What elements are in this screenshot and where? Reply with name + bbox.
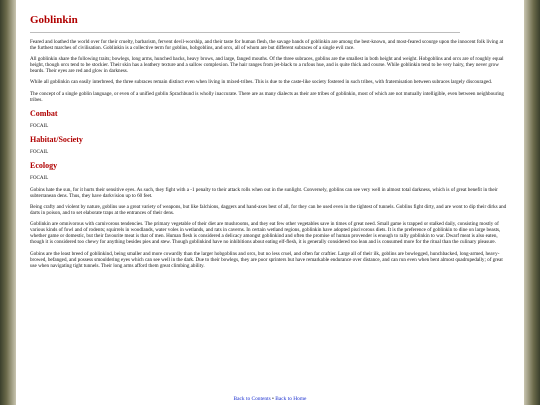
ecology-paragraph-4: Gobins are the least breed of goblinkind, being smaller and more cowardly than the larger hobgoblins and orcs, but no less cruel, and often far craftier. Large all of their ilk, goblins are bowlegged, hunchbacked, long-armed, heavy-browed, befanged, and possess smouldering eyes which can see well in the dark. Due to their bowlegs, they are poor sprinters but have remarkable endurance over distance, and can run even when bent almost quadrupedally; of great use when navigating tight tunnels. Their long arms afford them great climbing ability. bbox=[30, 250, 503, 269]
back-to-contents-link[interactable]: Back to Contents bbox=[233, 396, 271, 402]
intro-paragraph-3: While all goblinkin can easily interbreed, the three subraces remain distinct even when living in mixed-tribes. This is due to the caste-like society fostered in such tribes, with fraternisation between subraces largely discouraged. bbox=[30, 79, 493, 86]
left-border-texture bbox=[0, 0, 16, 405]
ecology-heading: Ecology bbox=[30, 160, 58, 170]
intro-paragraph-4: The concept of a single goblin language, or even of a unified goblin Sprachbund is wholly inaccurate. There are as many dialects as their are tribes of goblinkin, most of which are not mutually intelligible, even between neighbouring tribes. bbox=[30, 90, 504, 103]
back-to-home-link[interactable]: Back to Home bbox=[275, 396, 307, 402]
ecology-paragraph-1: Gobins hate the sun, for it hurts their sensitive eyes. As such, they fight with a -1 penalty to their attack rolls when out in the sunlight. Conversely, goblins can see very well in almost total darkness, which is of great benefit in their subterranean dens. Thus, they have darkvision up to 60 feet. bbox=[30, 186, 498, 199]
habitat-body: FOCAIL bbox=[30, 148, 49, 155]
title-divider bbox=[30, 32, 460, 33]
ecology-body: FOCAIL bbox=[30, 174, 49, 181]
ecology-paragraph-3: Goblinkin are omnivorous with carnivorous tendencies. The primary vegetable of their diet are mushrooms, and they eat few other vegetables save in times of great need. Small game is trapped or stalked daily, consisting mostly of various kinds of fowl and of rodents; squirrels in woodlands, water voles in wetlands, and rats in caverns. In certain wetland regions, goblinkin have adopted piscivorous diets. It is the preference of goblinkin to dine on large beasts, whether game or domestic, but their favourite meat is that of men. Human flesh is considered a delicacy amongst goblinkind and often the promise of human provender is enough to rally goblinkin to war. Dwarf meat is also eaten, though it is considered too chewy for anything besides pies and stew. Though goblinkind have no inhibitions about eating elf-flesh, it is generally considered too lean and is consumed more for the ritual than the culinary pleasure. bbox=[30, 221, 501, 246]
footer-nav bbox=[16, 396, 524, 402]
intro-paragraph-1: Feared and loathed the world over for their cruelty, barbarism, fervent devil-worship, and their taste for human flesh, the savage bands of goblinkin are among the best-known, and most-feared scourge upon the innocent folk living at the furthest marches of civilisation. Goblinkin is a collective term for goblins, hobgoblins, and orcs, all of whom are but different subraces of a single evil race. bbox=[30, 39, 504, 52]
right-border-texture bbox=[524, 0, 540, 405]
ecology-paragraph-2: Being crafty and violent by nature, goblins use a great variety of weapons, but like falchions, daggers and hand-axes best of all, for they can be used even in the tightest of tunnels. Goblins fight dirty, and are wont to dip their dirks and darts in poison, and to set elaborate traps at the entrances of their dens. bbox=[30, 203, 507, 217]
intro-paragraph-2: All goblinkin share the following traits; bowlegs, long arms, hunched backs, heavy brows, and large, fanged mouths. Of the three subraces, goblins are the smallest in both height and weight. Hobgoblins and orcs are of roughly equal height, though orcs tend to be stockier. Their skin has a leathery texture and a sallow complexion. The hair ranges from jet-black to a rufous hue, and is quite thick and course. While goblinkin tend to be very hairy, they never grow beards. Their eyes are red and glow in darkness. bbox=[30, 56, 504, 75]
combat-heading: Combat bbox=[30, 108, 58, 118]
article-page bbox=[16, 0, 524, 405]
footer-separator: • bbox=[272, 396, 274, 402]
habitat-heading: Habitat/Society bbox=[30, 134, 83, 144]
page-title: Goblinkin bbox=[30, 14, 78, 26]
combat-body: FOCAIL bbox=[30, 122, 49, 129]
